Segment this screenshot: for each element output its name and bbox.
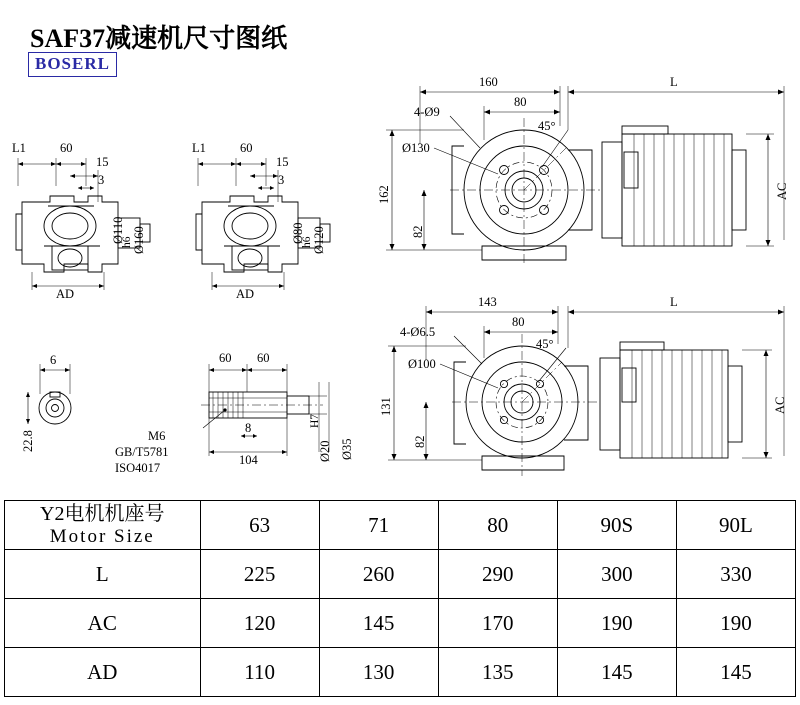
label-bore-view1: Ø110 bbox=[111, 216, 125, 244]
label-80-bottom: 80 bbox=[512, 315, 525, 329]
label-d35-shaft: Ø35 bbox=[340, 438, 354, 460]
cell-AC-63: 120 bbox=[200, 599, 319, 648]
label-bore-view2: Ø80 bbox=[291, 222, 305, 244]
label-3-view1: 3 bbox=[98, 173, 105, 187]
label-104-shaft: 104 bbox=[239, 453, 258, 467]
cell-AC-80: 170 bbox=[438, 599, 557, 648]
table-col-2: 80 bbox=[438, 501, 557, 550]
row-label-AD: AD bbox=[5, 648, 201, 697]
cell-L-90L: 330 bbox=[676, 550, 795, 599]
table-row bbox=[5, 550, 796, 599]
table-header-cn: Y2电机机座号 bbox=[40, 503, 165, 526]
table-row bbox=[5, 599, 796, 648]
label-M6: M6 bbox=[148, 429, 166, 443]
cell-AC-71: 145 bbox=[319, 599, 438, 648]
label-60-view1: 60 bbox=[60, 141, 73, 155]
cell-AC-90L: 190 bbox=[676, 599, 795, 648]
label-60b-shaft: 60 bbox=[257, 351, 270, 365]
view-main-top bbox=[372, 70, 792, 285]
cell-L-90S: 300 bbox=[557, 550, 676, 599]
logo bbox=[28, 52, 117, 77]
view-main-top-svg bbox=[372, 70, 792, 285]
cell-AD-80: 135 bbox=[438, 648, 557, 697]
label-pcd-bottom: Ø100 bbox=[408, 357, 436, 371]
label-160-top: 160 bbox=[479, 75, 498, 89]
label-AC-top: AC bbox=[775, 182, 789, 200]
label-angle-bottom: 45° bbox=[536, 337, 554, 351]
table-col-4: 90L bbox=[676, 501, 795, 550]
cell-AD-71: 130 bbox=[319, 648, 438, 697]
label-L-top: L bbox=[670, 75, 678, 89]
label-131-bottom: 131 bbox=[379, 397, 393, 416]
view-left-top-1-svg bbox=[8, 140, 178, 300]
table-header-motor-size bbox=[5, 501, 201, 550]
label-60a-shaft: 60 bbox=[219, 351, 232, 365]
label-flange-view2: Ø120 bbox=[312, 226, 326, 254]
label-8-shaft: 8 bbox=[245, 421, 252, 435]
table-col-1: 71 bbox=[319, 501, 438, 550]
row-label-AC: AC bbox=[5, 599, 201, 648]
label-pcd-top: Ø130 bbox=[402, 141, 430, 155]
label-82-top: 82 bbox=[411, 225, 425, 238]
cell-AD-63: 110 bbox=[200, 648, 319, 697]
label-tol-view1: h6 bbox=[121, 236, 133, 248]
view-left-top-2 bbox=[188, 140, 358, 300]
cell-AD-90L: 145 bbox=[676, 648, 795, 697]
label-L1-view2: L1 bbox=[192, 141, 206, 155]
label-15-view2: 15 bbox=[276, 155, 289, 169]
cell-AD-90S: 145 bbox=[557, 648, 676, 697]
label-143-bottom: 143 bbox=[478, 295, 497, 309]
label-15-view1: 15 bbox=[96, 155, 109, 169]
view-left-top-1 bbox=[8, 140, 178, 300]
label-AD-view1: AD bbox=[56, 287, 75, 301]
cell-L-63: 225 bbox=[200, 550, 319, 599]
logo-text: BOSERL bbox=[35, 54, 110, 73]
label-std-iso: ISO4017 bbox=[115, 461, 161, 475]
label-AC-bottom: AC bbox=[773, 396, 787, 414]
label-AD-view2: AD bbox=[236, 287, 255, 301]
view-main-bottom bbox=[372, 290, 792, 495]
label-3-view2: 3 bbox=[278, 173, 285, 187]
table-col-3: 90S bbox=[557, 501, 676, 550]
label-key-width: 6 bbox=[50, 353, 57, 367]
label-holes-bottom: 4-Ø6.5 bbox=[400, 325, 436, 339]
view-left-top-2-svg bbox=[188, 140, 358, 300]
label-82-bottom: 82 bbox=[413, 435, 427, 448]
table-header-en: Motor Size bbox=[49, 525, 155, 547]
label-shaft-height: 22.8 bbox=[21, 430, 35, 452]
row-label-L: L bbox=[5, 550, 201, 599]
table-col-0: 63 bbox=[200, 501, 319, 550]
cell-L-80: 290 bbox=[438, 550, 557, 599]
table-row-header bbox=[5, 501, 796, 550]
view-shaft-detail bbox=[115, 351, 370, 477]
cell-AC-90S: 190 bbox=[557, 599, 676, 648]
label-d20-tol: H7 bbox=[309, 413, 321, 428]
label-L-bottom: L bbox=[670, 295, 678, 309]
label-flange-view1: Ø160 bbox=[132, 226, 146, 254]
label-std-gb: GB/T5781 bbox=[115, 445, 169, 459]
label-tol-view2: h6 bbox=[301, 236, 313, 248]
label-80-top: 80 bbox=[514, 95, 527, 109]
label-d20-shaft: Ø20 bbox=[318, 440, 332, 462]
view-main-bottom-svg bbox=[372, 290, 792, 495]
page-title: SAF37减速机尺寸图纸 bbox=[30, 24, 288, 53]
label-holes-top: 4-Ø9 bbox=[414, 105, 440, 119]
view-shaft-end bbox=[14, 353, 104, 466]
label-angle-top: 45° bbox=[538, 119, 556, 133]
label-L1-view1: L1 bbox=[12, 141, 26, 155]
cell-L-71: 260 bbox=[319, 550, 438, 599]
label-60-view2: 60 bbox=[240, 141, 253, 155]
table-row bbox=[5, 648, 796, 697]
label-162-top: 162 bbox=[377, 185, 391, 204]
spec-table bbox=[4, 500, 796, 697]
